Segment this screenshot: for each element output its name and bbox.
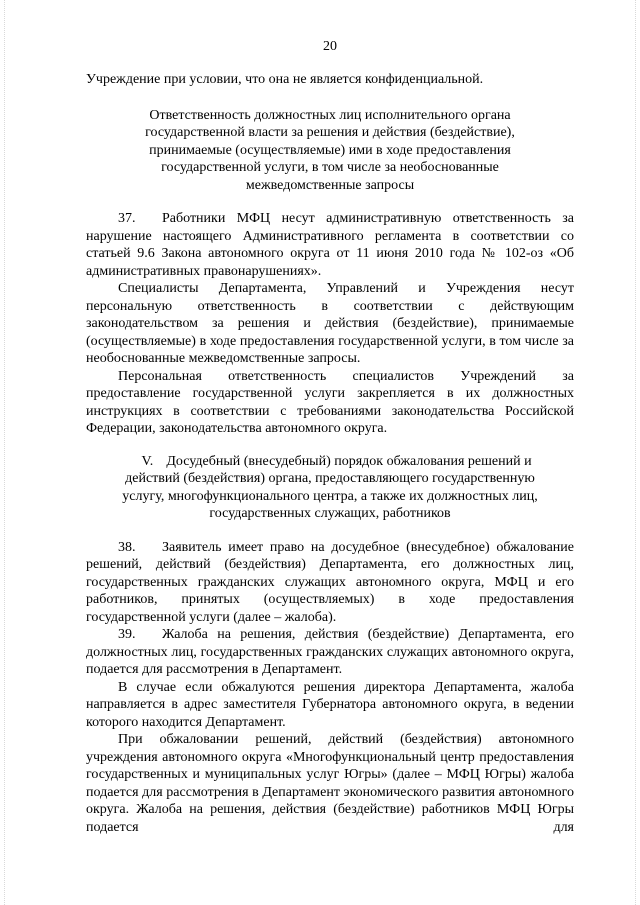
left-margin-guide [4, 0, 5, 905]
director-complaint-paragraph: В случае если обжалуются решения директора Департамента, жалоба направляется в адрес заместителя Губернатора автономного округа, в ведении которого находится Департамент. [86, 679, 574, 730]
section-v-number: V. [141, 453, 154, 469]
personal-responsibility-paragraph: Персональная ответственность специалистов Учреждений за предоставление государственной услуги закрепляется в их должностных инструкциях в соответствии с требованиями законодательства Российской Федерации, законодательства автономного округа. [86, 368, 574, 436]
section-v-title: Досудебный (внесудебный) порядок обжалования решений и действий (бездействия) органа, предоставляющего государственную услугу, многофункционального центра, а также их должностных лиц, государственных служащих, работников [122, 453, 538, 521]
intro-paragraph: Учреждение при условии, что она не является конфиденциальной. [86, 72, 484, 87]
paragraph-37-number: 37. [118, 211, 136, 226]
document-page [86, 0, 574, 905]
paragraph-39-text: Жалоба на решения, действия (бездействие) Департамента, его должностных лиц, государственных гражданских служащих автономного округа, подается для рассмотрения в Департамент. [86, 627, 574, 677]
right-margin-guide [635, 0, 636, 905]
page-number: 20 [323, 39, 337, 54]
paragraph-38-text: Заявитель имеет право на досудебное (внесудебное) обжалование решений, действий (бездействия) Департамента, его должностных лиц, государственных гражданских служащих автономного округа, МФЦ и его работников, принятых (осуществляемых) в ходе предоставления государственной услуги (далее – жалоба). [86, 539, 574, 625]
paragraph-39-number: 39. [118, 627, 136, 642]
mfc-complaint-paragraph: При обжаловании решений, действий (бездействия) автономного учреждения автономного округа «Многофункциональный центр предоставления государственных и муниципальных услуг Югры» (далее – МФЦ Югры) жалоба подается для рассмотрения в Департамент экономического развития автономного округа. Жалоба на решения, действия (бездействие) работников МФЦ Югры подается для [86, 732, 574, 835]
document-body [86, 71, 574, 836]
paragraph-37 [86, 210, 574, 280]
paragraph-38-number: 38. [118, 539, 136, 555]
responsibility-heading: Ответственность должностных лиц исполнительного органа государственной власти за решения и действия (бездействие), принимаемые (осуществляемые) ими в ходе предоставления государственной услуги, в том числе за необоснованные межведомственные запросы [145, 107, 515, 193]
paragraph-39 [86, 626, 574, 679]
paragraph-38 [86, 539, 574, 627]
specialists-paragraph: Специалисты Департамента, Управлений и Учреждения несут персональную ответственность в соответствии с действующим законодательством за решения и действия (бездействие), принимаемые (осуществляемые) в ходе предоставления государственной услуги, в том числе за необоснованные межведомственные запросы. [86, 281, 574, 366]
section-v-heading [110, 453, 550, 523]
paragraph-37-text: Работники МФЦ несут административную ответственность за нарушение настоящего Административного регламента в соответствии со статьей 9.6 Закона автономного округа от 11 июня 2010 года № 102-оз «Об административных правонарушениях». [86, 211, 574, 279]
